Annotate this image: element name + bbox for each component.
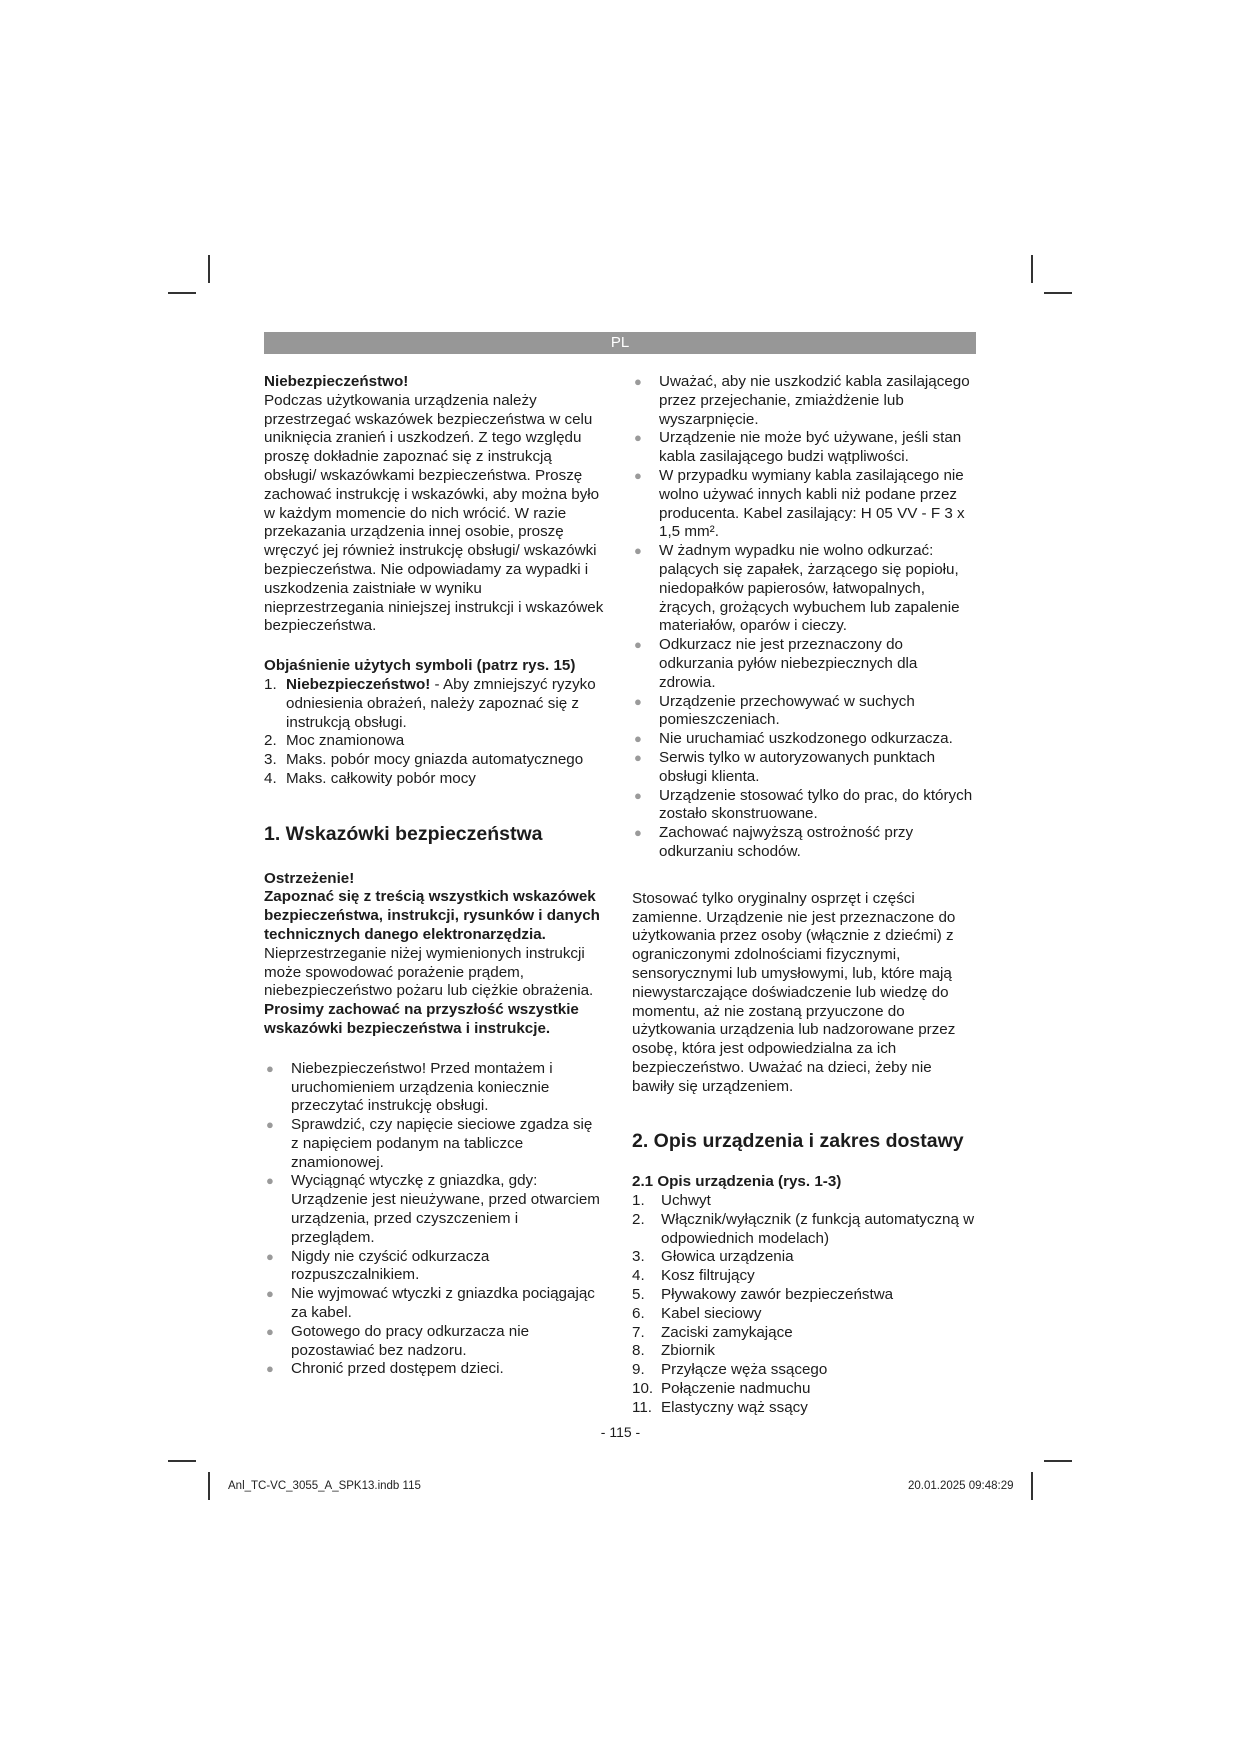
bullet-icon: ● (634, 749, 642, 765)
bullet-text: Urządzenie stosować tylko do prac, do których zostało skonstruowane. (659, 786, 973, 823)
part-name: Przyłącze węża ssącego (661, 1361, 828, 1379)
list-item (264, 676, 604, 732)
list-number: 10. (632, 1380, 654, 1398)
list-number: 5. (632, 1286, 645, 1304)
symbols-title: Objaśnienie użytych symboli (patrz rys. 15) (264, 657, 576, 675)
list-item (264, 1360, 604, 1379)
list-item (632, 824, 976, 862)
part-name: Uchwyt (661, 1192, 711, 1210)
list-item (632, 1361, 976, 1380)
bullet-icon: ● (266, 1173, 274, 1189)
part-name: Kosz filtrujący (661, 1267, 755, 1285)
list-number: 6. (632, 1304, 645, 1322)
warning-text: Nieprzestrzeganie niżej wymienionych instrukcji może spowodować porażenie prądem, niebezpieczeństwo pożaru lub ciężkie obrażenia. (264, 944, 594, 1000)
bullet-text: Chronić przed dostępem dzieci. (291, 1360, 504, 1378)
danger-text: Podczas użytkowania urządzenia należy przestrzegać wskazówek bezpieczeństwa w celu uniknięcia zranień i uszkodzeń. Z tego względu proszę dokładnie zapoznać się z instrukcją obsługi/ wskazówkami bezpieczeństwa. Proszę zachować instrukcję i wskazówki, aby można było w każdym momencie do nich wrócić. W razie przekazania urządzenia innej osobie, proszę wręczyć jej również instrukcję obsługi/ wskazówki bezpieczeństwa. Nie odpowiadamy za wypadki i uszkodzenia zaistniałe w wyniku nieprzestrzegania niniejszej instrukcji i wskazówek bezpieczeństwa. (264, 391, 604, 635)
bullet-text: Zachować najwyższą ostrożność przy odkurzaniu schodów. (659, 824, 914, 860)
list-number: 4. (264, 769, 277, 787)
warning-title: Ostrzeżenie! (264, 869, 355, 887)
part-name: Zaciski zamykające (661, 1323, 793, 1341)
bullet-icon: ● (266, 1248, 274, 1264)
safety-bullet-list (264, 1060, 604, 1380)
list-item (264, 1116, 604, 1172)
list-item (264, 1323, 604, 1361)
bullet-text: Gotowego do pracy odkurzacza nie pozostawiać bez nadzoru. (291, 1322, 530, 1359)
bullet-icon: ● (634, 467, 642, 483)
list-item (632, 636, 976, 692)
bullet-text: W przypadku wymiany kabla zasilającego nie wolno używać innych kabli niż podane przez producenta. Kabel zasilający: H 05 VV - F 3 x 1,5 mm². (659, 466, 965, 541)
page-number: - 115 - (600, 1424, 641, 1440)
language-header-bar (264, 332, 976, 354)
footer-timestamp: 20.01.2025 09:48:29 (908, 1480, 1014, 1492)
bullet-text: Nie uruchamiać uszkodzonego odkurzacza. (659, 730, 953, 748)
list-number: 9. (632, 1361, 645, 1379)
list-number: 1. (632, 1192, 645, 1210)
list-item (632, 1286, 976, 1305)
bullet-text: Urządzenie przechowywać w suchych pomieszczeniach. (659, 692, 915, 729)
bullet-icon: ● (634, 637, 642, 653)
bullet-text: Nie wyjmować wtyczki z gniazdka pociągając za kabel. (291, 1285, 595, 1322)
list-number: 1. (264, 675, 277, 693)
bullet-text: Serwis tylko w autoryzowanych punktach obsługi klienta. (659, 748, 936, 785)
bullet-icon: ● (266, 1286, 274, 1302)
part-name: Połączenie nadmuchu (661, 1380, 811, 1398)
list-item (264, 1285, 604, 1323)
crop-mark (1044, 1460, 1072, 1462)
crop-mark (1031, 255, 1033, 283)
part-name: Zbiornik (661, 1342, 716, 1360)
bullet-text: W żadnym wypadku nie wolno odkurzać: palących się zapałek, żarzącego się popiołu, niedopałków papierosów, łatwopalnych, żrących, grożących wybuchem lub zapalenie materiałów, oparów i cieczy. (659, 542, 960, 635)
safety-bullet-list-continued (632, 373, 976, 862)
original-parts-paragraph: Stosować tylko oryginalny osprzęt i części zamienne. Urządzenie nie jest przeznaczone do użytkowania przez osoby (włącznie z dziećmi) z ograniczonymi zdolnościami fizycznymi, sensorycznymi lub umysłowymi, lub, które mają niewystarczające doświadczenie lub wiedzę do momentu, aż nie zostaną przyuczone do użytkowania urządzenia lub nadzorowane przez osobę, która jest odpowiedzialna za ich bezpieczeństwo. Uważać na dzieci, żeby nie bawiły się urządzeniem. (632, 889, 956, 1095)
list-item (632, 1399, 976, 1418)
bullet-icon: ● (634, 374, 642, 389)
bullet-text: Niebezpieczeństwo! Przed montażem i uruchomieniem urządzenia koniecznie przeczytać instrukcję obsługi. (291, 1059, 553, 1115)
symbol-description: Maks. pobór mocy gniazda automatycznego (286, 751, 584, 769)
list-number: 2. (264, 732, 277, 750)
list-item (264, 1060, 604, 1116)
bullet-icon: ● (266, 1060, 274, 1076)
left-column (264, 373, 604, 1379)
language-code: PL (610, 334, 630, 351)
crop-mark (1044, 292, 1072, 294)
bullet-icon: ● (634, 430, 642, 446)
bullet-text: Wyciągnąć wtyczkę z gniazdka, gdy: Urządzenie jest nieużywane, przed otwarciem urządzenia, przed czyszczeniem i przeglądem. (291, 1172, 600, 1246)
list-item (632, 1248, 976, 1267)
list-item (264, 732, 604, 751)
list-item (632, 1211, 976, 1249)
warning-paragraph (264, 888, 604, 1001)
list-number: 7. (632, 1323, 645, 1341)
bullet-icon: ● (634, 543, 642, 559)
symbol-description: - Aby zmniejszyć ryzyko odniesienia obrażeń, należy zapoznać się z instrukcją obsługi. (286, 675, 596, 731)
bullet-icon: ● (266, 1361, 274, 1377)
list-item (632, 749, 976, 787)
section-1-heading: 1. Wskazówki bezpieczeństwa (264, 822, 543, 845)
list-item (632, 1324, 976, 1343)
parts-list (632, 1192, 976, 1418)
bullet-icon: ● (266, 1117, 274, 1133)
list-number: 2. (632, 1210, 645, 1228)
list-item (632, 542, 976, 636)
symbol-bold-label: Niebezpieczeństwo! (286, 675, 431, 693)
list-item (264, 1172, 604, 1247)
crop-mark (168, 1460, 196, 1462)
bullet-text: Nigdy nie czyścić odkurzacza rozpuszczalnikiem. (291, 1247, 490, 1284)
list-item (632, 467, 976, 542)
part-name: Elastyczny wąż ssący (661, 1398, 808, 1416)
list-item (632, 1380, 976, 1399)
list-number: 11. (632, 1398, 652, 1416)
list-number: 8. (632, 1342, 645, 1360)
list-item (632, 1342, 976, 1361)
bullet-icon: ● (634, 825, 642, 841)
bullet-text: Odkurzacz nie jest przeznaczony do odkurzania pyłów niebezpiecznych dla zdrowia. (659, 636, 918, 691)
list-item (632, 1305, 976, 1324)
list-item (632, 693, 976, 731)
crop-mark (208, 1472, 210, 1500)
list-item (632, 429, 976, 467)
crop-mark (1031, 1472, 1033, 1500)
symbol-description: Moc znamionowa (286, 732, 405, 750)
right-column (632, 373, 976, 1418)
subsection-2-1-title: 2.1 Opis urządzenia (rys. 1-3) (632, 1173, 842, 1191)
crop-mark (168, 292, 196, 294)
bullet-icon: ● (634, 787, 642, 803)
bullet-text: Sprawdzić, czy napięcie sieciowe zgadza się z napięciem podanym na tabliczce znamionowej. (291, 1116, 593, 1171)
crop-mark (208, 255, 210, 283)
list-item (632, 1192, 976, 1211)
part-name: Kabel sieciowy (661, 1304, 762, 1322)
symbols-list (264, 676, 604, 789)
bullet-text: Uważać, aby nie uszkodzić kabla zasilającego przez przejechanie, zmiażdżenie lub wyszarpnięcie. (659, 373, 970, 428)
list-item (632, 787, 976, 825)
warning-bold-text: Zapoznać się z treścią wszystkich wskazówek bezpieczeństwa, instrukcji, rysunków i danych technicznych danego elektronarzędzia. (264, 888, 600, 943)
part-name: Głowica urządzenia (661, 1248, 794, 1266)
danger-title: Niebezpieczeństwo! (264, 373, 409, 390)
part-name: Włącznik/wyłącznik (z funkcją automatyczną w odpowiednich modelach) (661, 1210, 975, 1247)
bullet-icon: ● (634, 693, 642, 709)
list-item (264, 1248, 604, 1286)
list-number: 3. (632, 1248, 645, 1266)
bullet-text: Urządzenie nie może być używane, jeśli stan kabla zasilającego budzi wątpliwości. (659, 429, 962, 466)
symbol-description: Maks. całkowity pobór mocy (286, 769, 476, 787)
list-item (632, 1267, 976, 1286)
part-name: Pływakowy zawór bezpieczeństwa (661, 1286, 894, 1304)
bullet-icon: ● (634, 731, 642, 747)
list-item (264, 751, 604, 770)
list-number: 3. (264, 751, 277, 769)
footer-file-name: Anl_TC-VC_3055_A_SPK13.indb 115 (228, 1480, 421, 1492)
section-2-heading: 2. Opis urządzenia i zakres dostawy (632, 1130, 964, 1153)
keep-instructions-text: Prosimy zachować na przyszłość wszystkie wskazówki bezpieczeństwa i instrukcje. (264, 1001, 579, 1037)
list-item (632, 730, 976, 749)
list-item (264, 770, 604, 789)
list-item (632, 373, 976, 429)
bullet-icon: ● (266, 1323, 274, 1339)
list-number: 4. (632, 1267, 645, 1285)
